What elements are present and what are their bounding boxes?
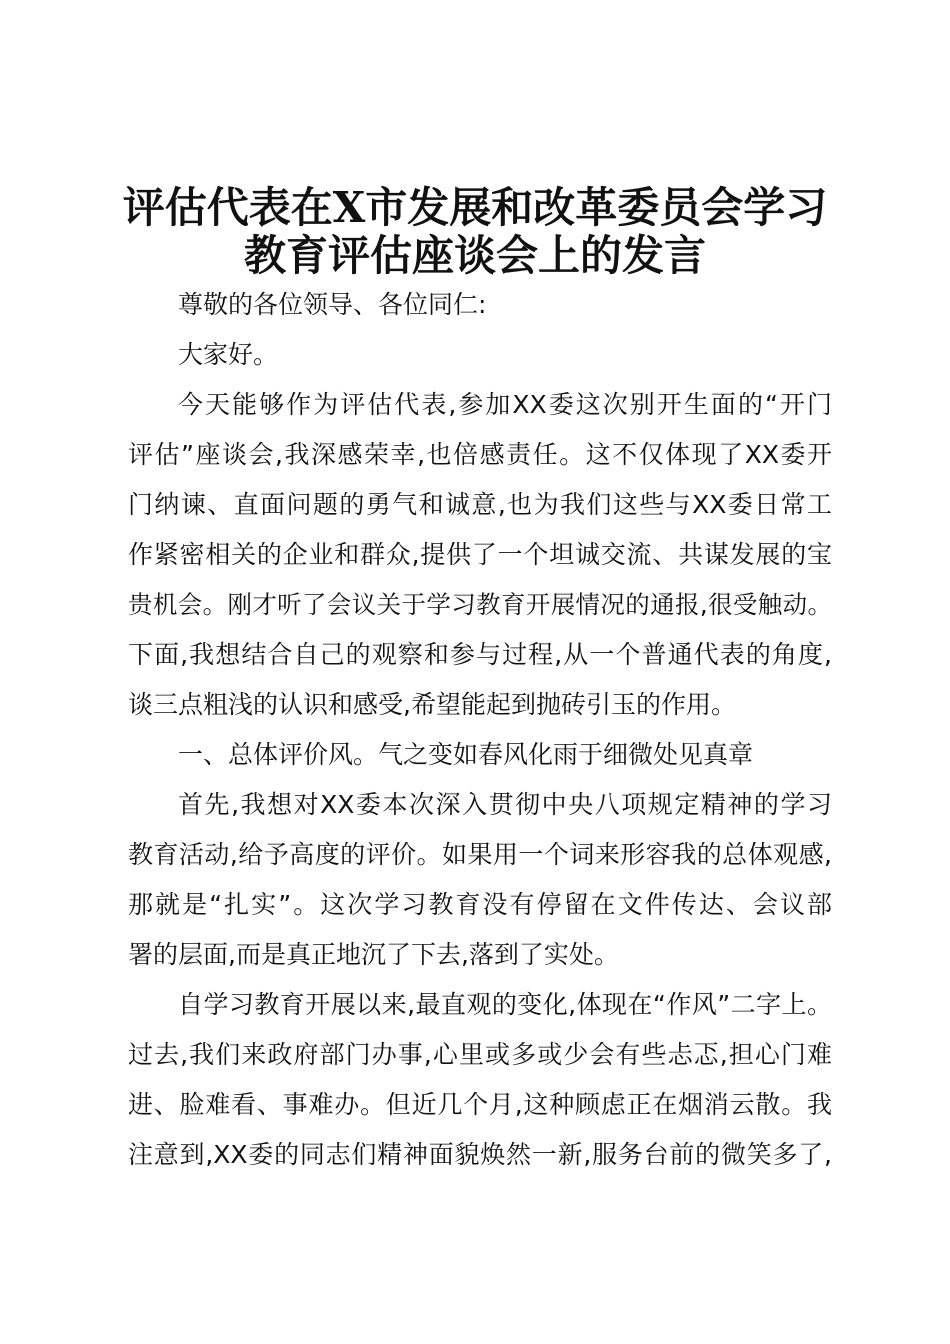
paragraph-line: 那就是“扎实”。这次学习教育没有停留在文件传达、会议部 (128, 890, 832, 919)
paragraph-line: 教育活动,给予高度的评价。如果用一个词来形容我的总体观感, (128, 840, 832, 869)
paragraph-line: 谈三点粗浅的认识和感受,希望能起到抛砖引玉的作用。 (128, 690, 736, 719)
section-heading: 一、总体评价风。气之变如春风化雨于细微处见真章 (178, 740, 754, 769)
paragraph-line: 今天能够作为评估代表,参加XX委这次别开生面的“开门 (178, 390, 832, 419)
document-title-line-2: 教育评估座谈会上的发言 (243, 231, 706, 280)
salutation: 尊敬的各位领导、各位同仁: (178, 290, 487, 319)
paragraph-line: 下面,我想结合自己的观察和参与过程,从一个普通代表的角度, (128, 640, 832, 669)
paragraph-line: 进、脸难看、事难办。但近几个月,这种顾虑正在烟消云散。我 (128, 1090, 832, 1119)
paragraph-line: 注意到,XX委的同志们精神面貌焕然一新,服务台前的微笑多了, (128, 1140, 832, 1169)
paragraph-line: 评估”座谈会,我深感荣幸,也倍感责任。这不仅体现了XX委开 (128, 440, 832, 469)
paragraph-line: 门纳谏、直面问题的勇气和诚意,也为我们这些与XX委日常工 (128, 490, 832, 519)
paragraph-line: 过去,我们来政府部门办事,心里或多或少会有些忐忑,担心门难 (128, 1040, 832, 1069)
paragraph-line: 自学习教育开展以来,最直观的变化,体现在“作风”二字上。 (178, 990, 832, 1019)
document-title-line-1: 评估代表在X市发展和改革委员会学习 (122, 183, 828, 232)
greeting: 大家好。 (178, 340, 279, 369)
paragraph-line: 贵机会。刚才听了会议关于学习教育开展情况的通报,很受触动。 (128, 590, 832, 619)
paragraph-line: 署的层面,而是真正地沉了下去,落到了实处。 (128, 940, 619, 969)
paragraph-line: 作紧密相关的企业和群众,提供了一个坦诚交流、共谋发展的宝 (128, 540, 832, 569)
paragraph-line: 首先,我想对XX委本次深入贯彻中央八项规定精神的学习 (178, 790, 832, 819)
